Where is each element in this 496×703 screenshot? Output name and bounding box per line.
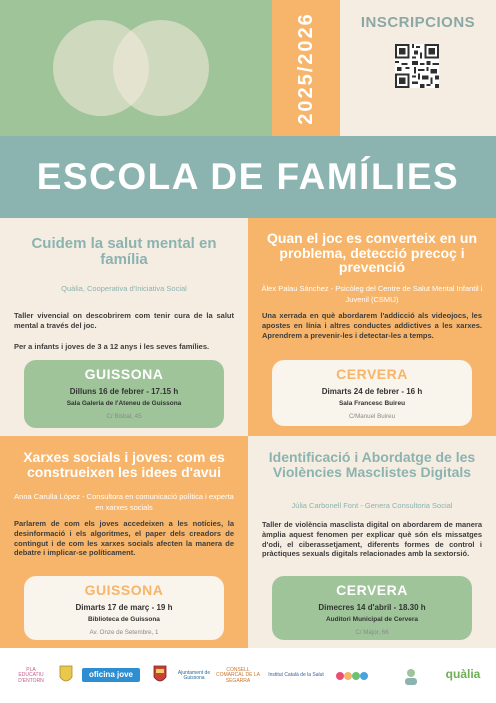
ics-logo: Institut Català de la Salut — [268, 672, 324, 679]
school-year: 2025/2026 — [294, 11, 317, 125]
session-city: GUISSONA — [84, 582, 164, 598]
session-city: CERVERA — [336, 582, 408, 598]
shield-logo — [58, 664, 74, 686]
session-venue: Auditori Municipal de Cervera — [325, 616, 419, 623]
session-description: Taller de violència masclista digital on abordarem de manera àmplia aquest fenomen per explicar què són els missatges d'odi, el ciberassetjament, diferents formes de control i pràctiques sexuals digitals relacionades amb la sextorsió. — [262, 520, 482, 559]
pla-educatiu-logo: PLA EDUCATIU D'ENTORN — [18, 666, 44, 684]
session-title: Quan el joc es converteix en un problema, detecció precoç i prevenció — [266, 230, 478, 276]
session-info-box — [24, 360, 224, 428]
session-address: C/Manuel Buireu — [348, 413, 396, 420]
session-card-2 — [248, 218, 496, 436]
figura-logo — [398, 666, 424, 688]
session-description: Parlarem de com els joves accedeixen a les notícies, la desinformació i els algoritmes, el paper dels creadors de contingut i de com les xarxes socials afecten la manera de debatre i implicar-se políticament. — [14, 519, 234, 558]
session-title: Identificació i Abordatge de les Violències Masclistes Digitals — [268, 449, 476, 480]
session-date: Dimarts 24 de febrer - 16 h — [321, 387, 423, 396]
session-city: GUISSONA — [84, 366, 164, 382]
session-date: Dilluns 16 de febrer - 17.15 h — [69, 387, 179, 396]
session-speaker: Anna Carulla López - Consultora en comunicació política i experta en xarxes socials — [14, 492, 234, 512]
session-venue: Biblioteca de Guissona — [88, 616, 160, 623]
qr-code-icon[interactable] — [395, 44, 439, 88]
session-address: C/ Bisbal, 45 — [106, 413, 142, 420]
page-title: ESCOLA DE FAMÍLIES — [36, 156, 460, 197]
session-title: Xarxes socials i joves: com es construeixen les idees d'avui — [23, 449, 225, 480]
session-address: Av. Onze de Setembre, 1 — [89, 629, 159, 636]
session-address: C/ Major, 66 — [355, 629, 389, 636]
session-speaker: Àlex Palau Sánchez - Psicòleg del Centre de Salut Mental Infantil i Juvenil (CSMIJ) — [261, 284, 483, 304]
session-date: Dimarts 17 de març - 19 h — [75, 603, 173, 612]
guissona-logo: Ajuntament de Guissona — [177, 669, 211, 681]
oficina-jove-logo: oficina jove — [82, 668, 140, 682]
session-card-1 — [0, 218, 248, 436]
session-audience: Per a infants i joves de 3 a 12 anys i les seves famílies. — [14, 342, 210, 351]
qualia-logo: quàlia — [445, 667, 481, 682]
session-venue: Sala Francesc Buireu — [338, 400, 406, 407]
session-speaker: Júlia Carbonell Font - Genera Consultoria Social — [291, 501, 453, 510]
session-title: Cuidem la salut mental en família — [31, 235, 217, 268]
inscriptions-label: INSCRIPCIONS — [360, 14, 476, 31]
decorative-circle-right — [113, 20, 209, 116]
colorful-logo — [332, 668, 372, 684]
session-card-3 — [0, 436, 248, 648]
title-band — [0, 136, 496, 218]
session-description: Taller vivencial on descobrirem com tenir cura de la salut mental a través del joc. — [14, 311, 234, 330]
cervera-coat-of-arms-icon — [152, 664, 168, 686]
session-info-box — [272, 576, 472, 640]
session-venue: Sala Galeria de l'Ateneu de Guissona — [66, 400, 182, 407]
consell-comarcal-logo: CONSELL COMARCAL DE LA SEGARRA — [216, 666, 260, 684]
session-speaker: Quàlia, Cooperativa d'Iniciativa Social — [61, 284, 187, 293]
session-city: CERVERA — [336, 366, 408, 382]
session-date: Dimecres 14 d'abril - 18.30 h — [318, 603, 426, 612]
session-card-4 — [248, 436, 496, 648]
sponsor-footer — [0, 648, 496, 703]
session-description: Una xerrada en què abordarem l'addicció als videojocs, les apostes en línia i altres conductes addictives a les xarxes. Aprendrem a prevenir-les i detectar-les a temps. — [262, 311, 482, 340]
session-info-box — [272, 360, 472, 426]
session-info-box — [24, 576, 224, 640]
